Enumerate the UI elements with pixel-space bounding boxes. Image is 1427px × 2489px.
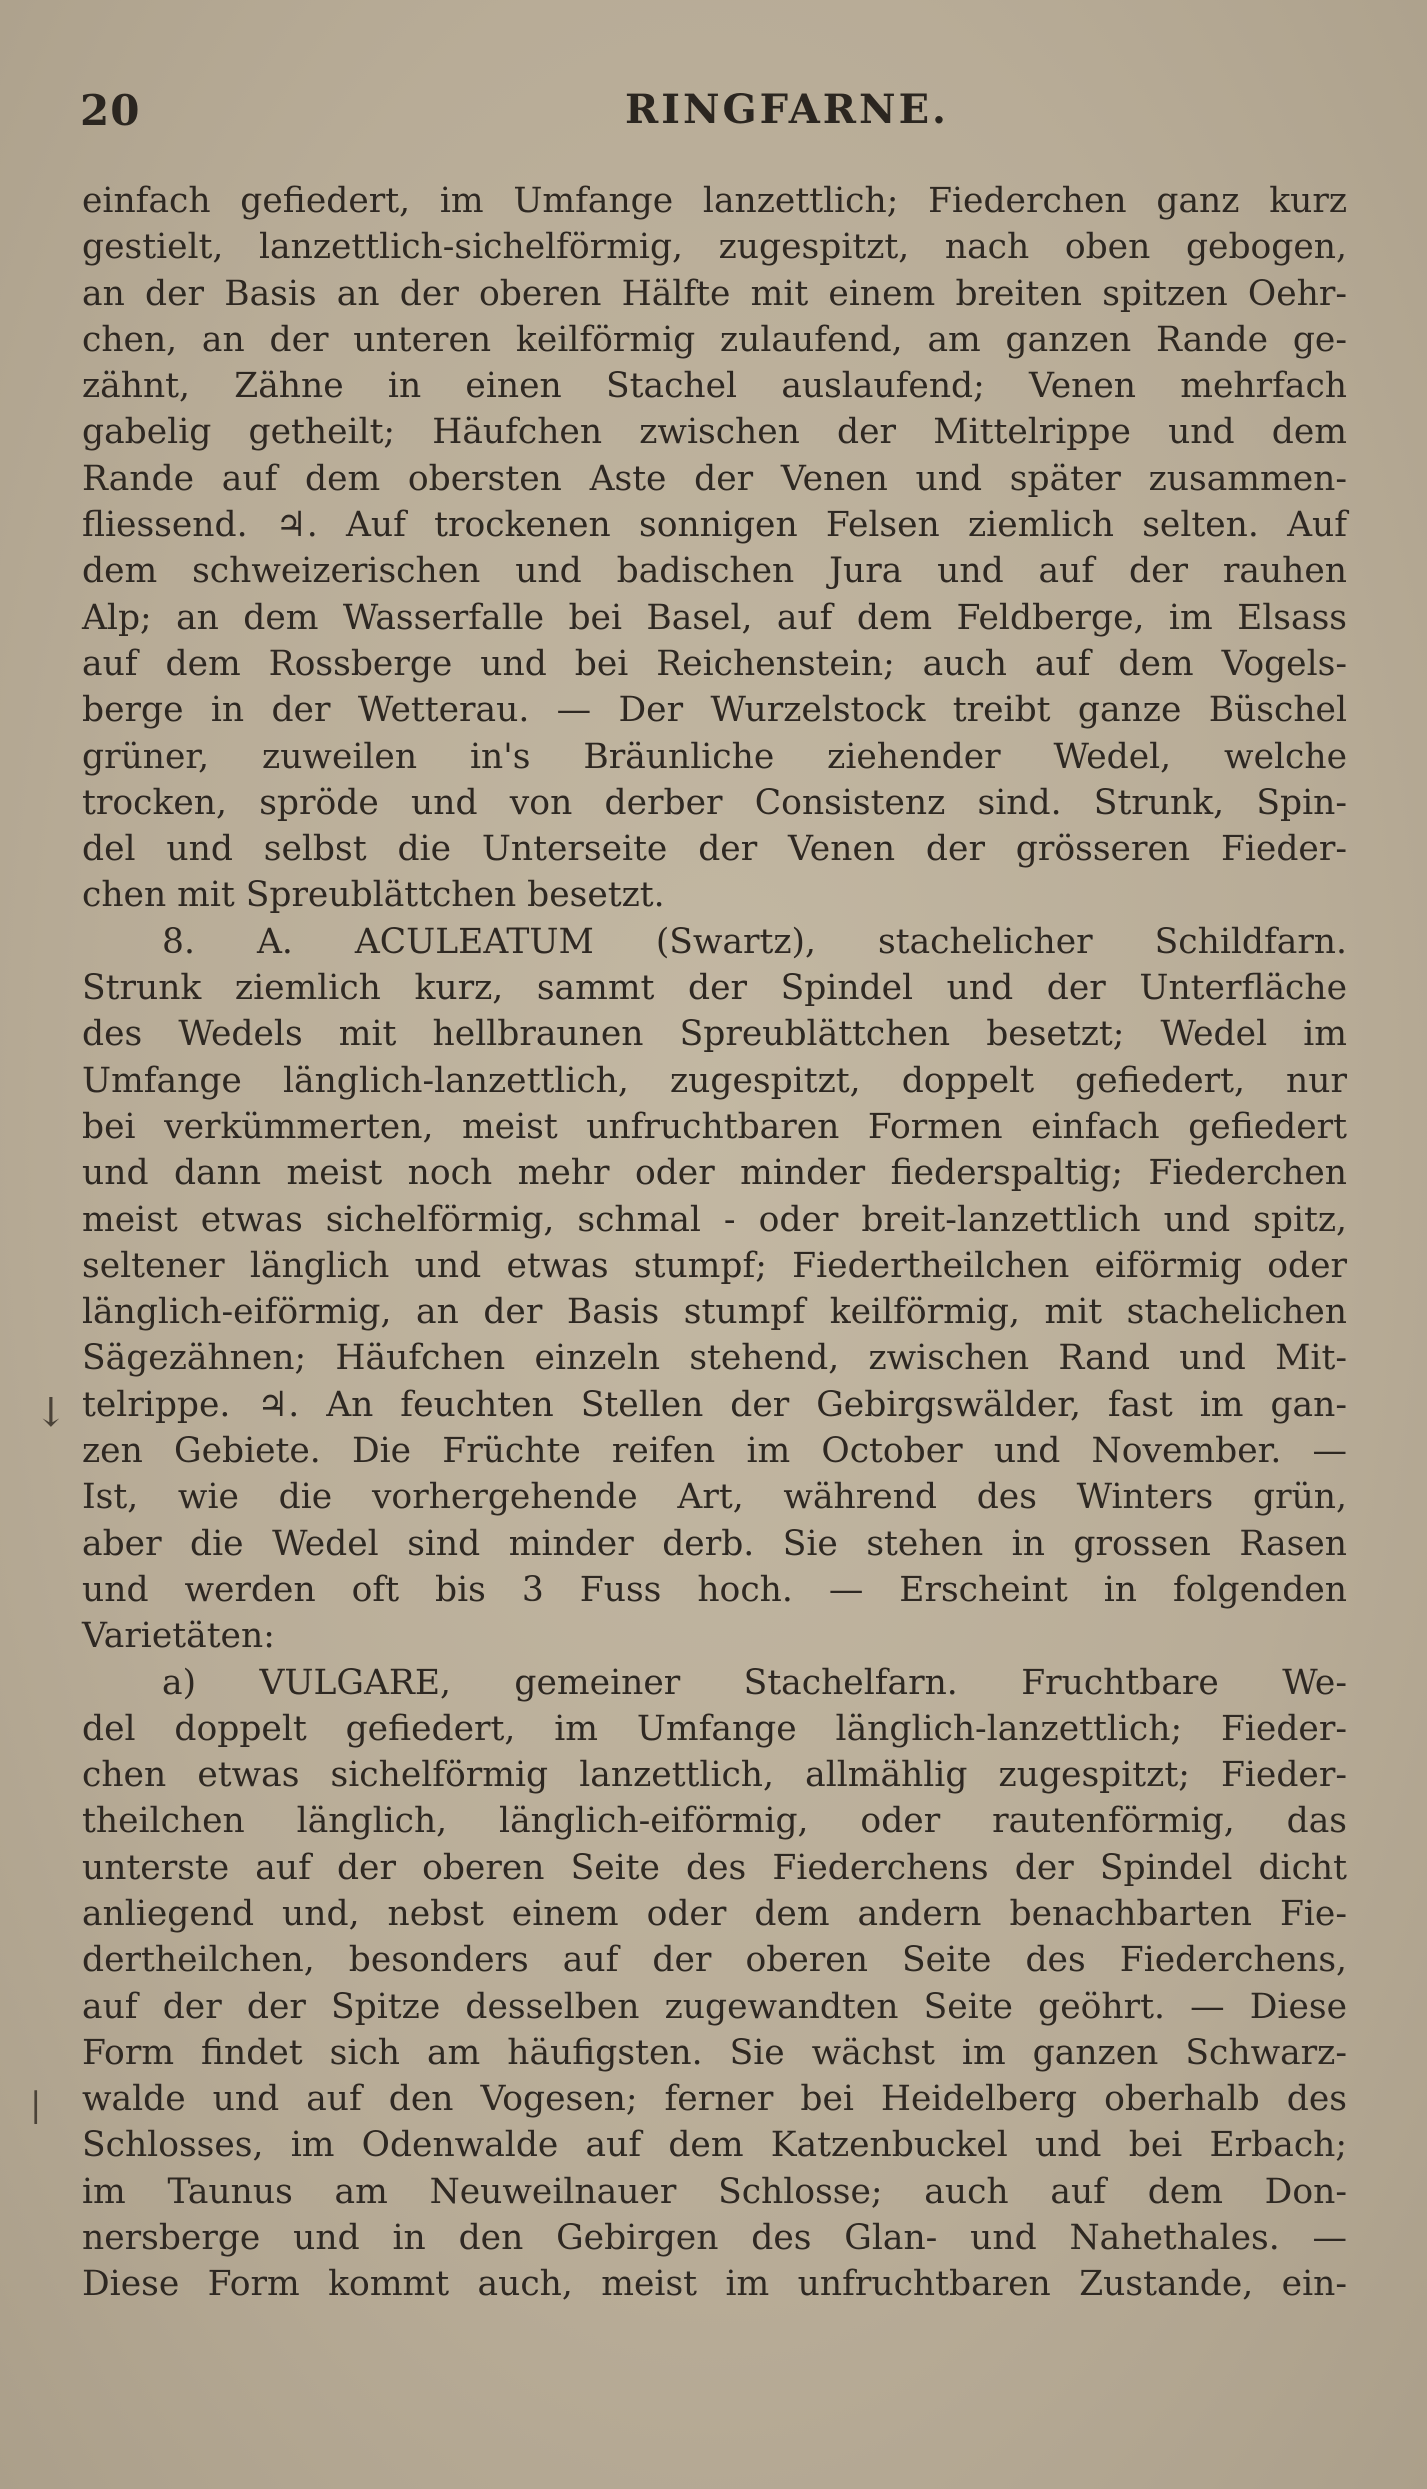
text-line: del und selbst die Unterseite der Venen der grösseren Fieder- bbox=[82, 829, 1347, 870]
text-line: auf dem Rossberge und bei Reichenstein; auch auf dem Vogels- bbox=[82, 643, 1347, 684]
text-line: del doppelt gefiedert, im Umfange länglich-lanzettlich; Fieder- bbox=[82, 1708, 1347, 1749]
text-line: zen Gebiete. Die Früchte reifen im October und November. — bbox=[82, 1431, 1347, 1472]
text-line: dem schweizerischen und badischen Jura und auf der rauhen bbox=[82, 551, 1347, 592]
text-line: Form findet sich am häufigsten. Sie wächst im ganzen Schwarz- bbox=[82, 2032, 1347, 2073]
body-text bbox=[82, 178, 1347, 2308]
text-line: im Taunus am Neuweilnauer Schlosse; auch auf dem Don- bbox=[82, 2171, 1347, 2212]
text-line: und werden oft bis 3 Fuss hoch. — Erscheint in folgenden bbox=[82, 1569, 1347, 1610]
text-line: und dann meist noch mehr oder minder fiederspaltig; Fiederchen bbox=[82, 1153, 1347, 1194]
text-line: Rande auf dem obersten Aste der Venen und später zusammen- bbox=[82, 458, 1347, 499]
text-line: an der Basis an der oberen Hälfte mit einem breiten spitzen Oehr- bbox=[82, 273, 1347, 314]
text-line: theilchen länglich, länglich-eiförmig, oder rautenförmig, das bbox=[82, 1801, 1347, 1842]
text-line: chen mit Spreublättchen besetzt. bbox=[82, 875, 665, 916]
text-line: chen, an der unteren keilförmig zulaufend, am ganzen Rande ge- bbox=[82, 319, 1347, 360]
text-line: 8. A. ACULEATUM (Swartz), stachelicher Schildfarn. bbox=[162, 921, 1347, 962]
text-line: berge in der Wetterau. — Der Wurzelstock treibt ganze Büschel bbox=[82, 690, 1347, 731]
text-line: unterste auf der oberen Seite des Fiederchens der Spindel dicht bbox=[82, 1847, 1347, 1888]
text-line: grüner, zuweilen in's Bräunliche ziehender Wedel, welche bbox=[82, 736, 1347, 777]
page-header bbox=[80, 86, 1350, 146]
text-line: seltener länglich und etwas stumpf; Fiedertheilchen eiförmig oder bbox=[82, 1245, 1347, 1286]
text-line: walde und auf den Vogesen; ferner bei Heidelberg oberhalb des bbox=[82, 2079, 1347, 2120]
running-head: RINGFARNE. bbox=[625, 86, 949, 133]
text-line: zähnt, Zähne in einen Stachel auslaufend; Venen mehrfach bbox=[82, 366, 1347, 407]
text-line: einfach gefiedert, im Umfange lanzettlich; Fiederchen ganz kurz bbox=[82, 181, 1347, 221]
text-line: telrippe. ♃. An feuchten Stellen der Gebirgswälder, fast im gan- bbox=[82, 1384, 1347, 1425]
text-line: Schlosses, im Odenwalde auf dem Katzenbuckel und bei Erbach; bbox=[82, 2125, 1347, 2166]
margin-mark-icon: ↓ bbox=[34, 1390, 68, 1436]
margin-rule-icon: | bbox=[30, 2085, 42, 2125]
text-line: länglich-eiförmig, an der Basis stumpf keilförmig, mit stachelichen bbox=[82, 1292, 1347, 1333]
text-line: gabelig getheilt; Häufchen zwischen der Mittelrippe und dem bbox=[82, 412, 1347, 453]
text-line: des Wedels mit hellbraunen Spreublättchen besetzt; Wedel im bbox=[82, 1014, 1347, 1055]
text-line: fliessend. ♃. Auf trockenen sonnigen Felsen ziemlich selten. Auf bbox=[82, 505, 1347, 546]
text-line: Strunk ziemlich kurz, sammt der Spindel und der Unterfläche bbox=[82, 968, 1347, 1009]
page-number: 20 bbox=[80, 86, 141, 135]
text-line: trocken, spröde und von derber Consistenz sind. Strunk, Spin- bbox=[82, 782, 1347, 823]
text-line: bei verkümmerten, meist unfruchtbaren Formen einfach gefiedert bbox=[82, 1106, 1347, 1147]
text-line: Sägezähnen; Häufchen einzeln stehend, zwischen Rand und Mit- bbox=[82, 1338, 1347, 1379]
text-line: Umfange länglich-lanzettlich, zugespitzt, doppelt gefiedert, nur bbox=[82, 1060, 1347, 1101]
text-line: aber die Wedel sind minder derb. Sie stehen in grossen Rasen bbox=[82, 1523, 1347, 1564]
text-line: a) VULGARE, gemeiner Stachelfarn. Fruchtbare We- bbox=[162, 1662, 1347, 1703]
text-line: Ist, wie die vorhergehende Art, während des Winters grün, bbox=[82, 1477, 1347, 1518]
text-line: Diese Form kommt auch, meist im unfruchtbaren Zustande, ein- bbox=[82, 2264, 1347, 2305]
text-line: Alp; an dem Wasserfalle bei Basel, auf dem Feldberge, im Elsass bbox=[82, 597, 1347, 638]
text-line: chen etwas sichelförmig lanzettlich, allmählig zugespitzt; Fieder- bbox=[82, 1755, 1347, 1796]
text-line: auf der der Spitze desselben zugewandten Seite geöhrt. — Diese bbox=[82, 1986, 1347, 2027]
text-line: dertheilchen, besonders auf der oberen Seite des Fiederchens, bbox=[82, 1940, 1347, 1981]
text-line: meist etwas sichelförmig, schmal - oder breit-lanzettlich und spitz, bbox=[82, 1199, 1347, 1240]
text-line: gestielt, lanzettlich-sichelförmig, zugespitzt, nach oben gebogen, bbox=[82, 227, 1347, 268]
text-line: Varietäten: bbox=[82, 1616, 275, 1657]
text-line: anliegend und, nebst einem oder dem andern benachbarten Fie- bbox=[82, 1893, 1347, 1934]
text-line: nersberge und in den Gebirgen des Glan- und Nahethales. — bbox=[82, 2218, 1347, 2259]
